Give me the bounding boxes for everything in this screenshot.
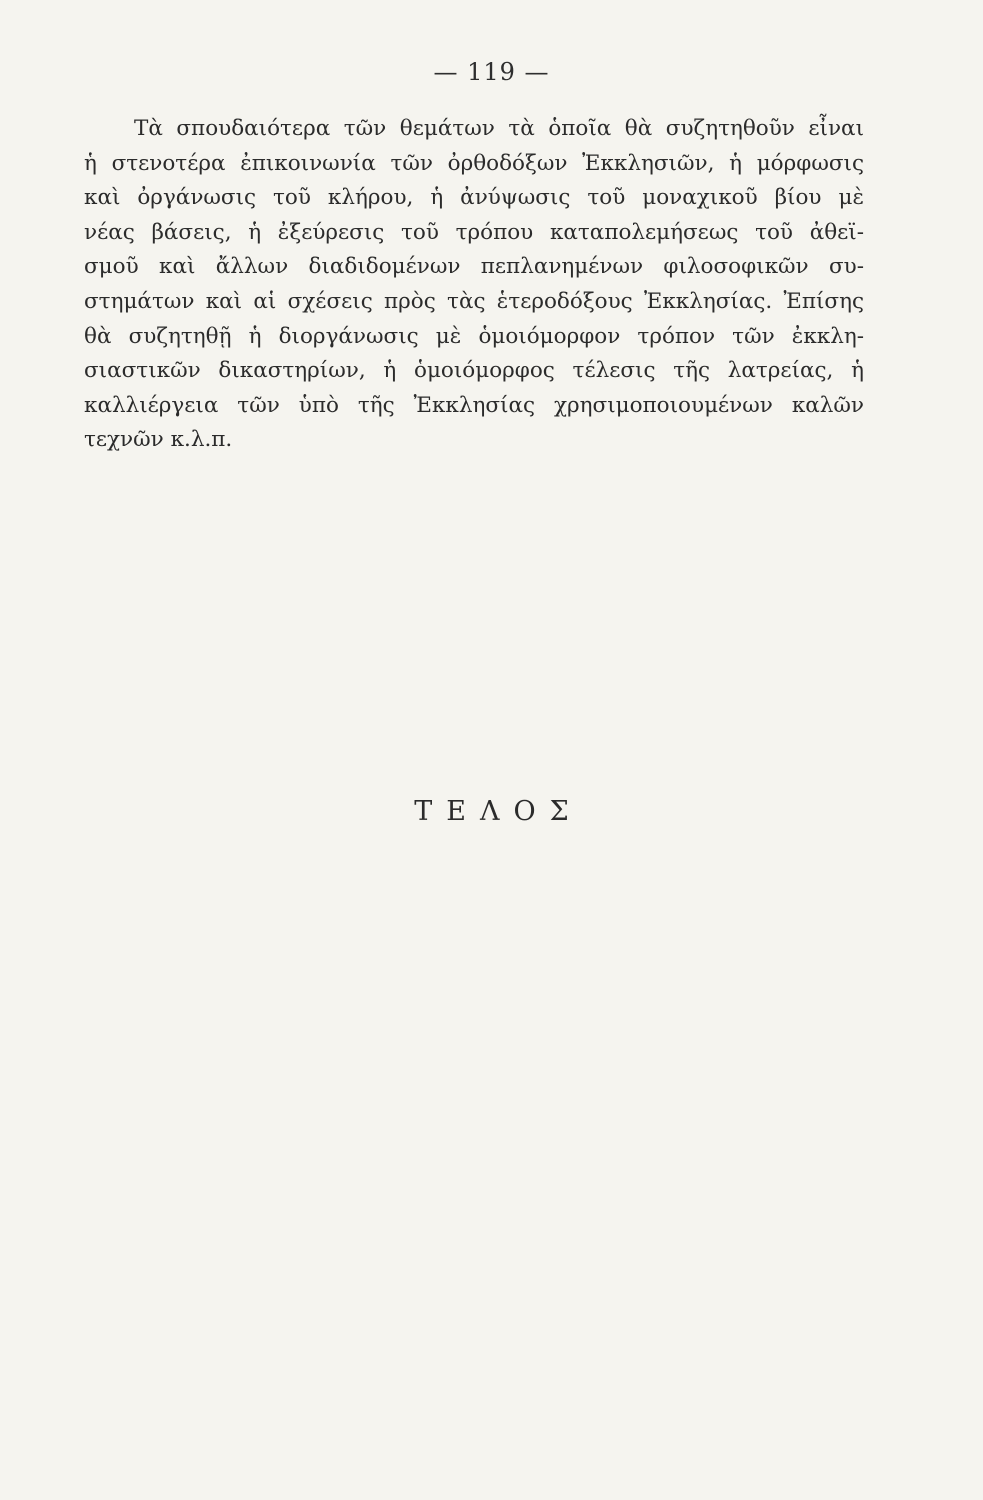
paragraph-line: τεχνῶν κ.λ.π. xyxy=(84,427,233,453)
paragraph-line: θὰ συζητηθῇ ἡ διοργάνωσις μὲ ὁμοιόμορφον τρόπον τῶν ἐκκλη- xyxy=(84,323,864,349)
paragraph-line: σμοῦ καὶ ἄλλων διαδιδομένων πεπλανημένων φιλοσοφικῶν συ- xyxy=(84,254,864,280)
body-paragraph xyxy=(84,112,864,458)
paragraph-line: καλλιέργεια τῶν ὑπὸ τῆς Ἐκκλησίας χρησιμοποιουμένων καλῶν xyxy=(84,392,864,418)
paragraph-line: Τὰ σπουδαιότερα τῶν θεμάτων τὰ ὁποῖα θὰ συζητηθοῦν εἶναι xyxy=(134,116,864,141)
end-heading: ΤΕΛΟΣ xyxy=(414,796,583,827)
paragraph-line: στημάτων καὶ αἱ σχέσεις πρὸς τὰς ἑτεροδόξους Ἐκκλησίας. Ἐπίσης xyxy=(84,288,864,314)
paragraph-line: καὶ ὀργάνωσις τοῦ κλήρου, ἡ ἀνύψωσις τοῦ μοναχικοῦ βίου μὲ xyxy=(84,185,864,211)
paragraph-line: ἡ στενοτέρα ἐπικοινωνία τῶν ὀρθοδόξων Ἐκκλησιῶν, ἡ μόρφωσις xyxy=(84,150,864,176)
page-number: — 119 — xyxy=(433,58,550,86)
paragraph-line: νέας βάσεις, ἡ ἐξεύρεσις τοῦ τρόπου καταπολεμήσεως τοῦ ἀθεϊ- xyxy=(84,219,864,245)
paragraph-line: σιαστικῶν δικαστηρίων, ἡ ὁμοιόμορφος τέλεσις τῆς λατρείας, ἡ xyxy=(84,358,864,384)
